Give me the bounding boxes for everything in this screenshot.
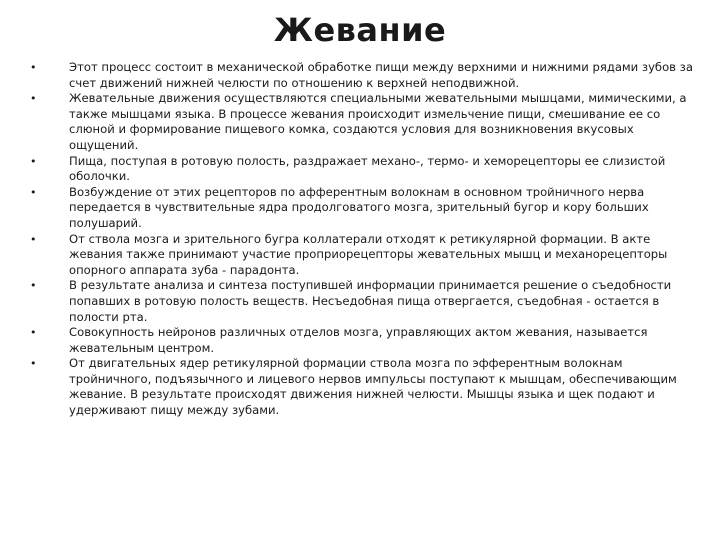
list-item [30,91,706,153]
bullet-icon: • [30,279,37,293]
list-item [30,60,706,91]
list-item [30,325,706,356]
list-item [30,185,706,232]
list-item [30,356,706,418]
slide-title: Жевание [273,11,447,49]
bullet-icon: • [30,326,37,340]
bullet-icon: • [30,92,37,106]
bullet-text: Пища, поступая в ротовую полость, раздражает механо-, термо- и хеморецепторы ее слизистой оболочки. [69,153,666,184]
bullet-icon: • [30,357,37,371]
bullet-text: В результате анализа и синтеза поступившей информации принимается решение о съедобности попавших в ротовую полость веществ. Несъедобная пища отвергается, съедобная - остается в полости рта. [69,278,672,324]
list-item [30,232,706,279]
bullet-icon: • [30,185,37,199]
bullet-text: Возбуждение от этих рецепторов по афферентным волокнам в основном тройничного нерва передается в чувствительные ядра продолговатого мозга, зрительный бугор и кору больших полушарий. [69,184,649,230]
list-item [30,154,706,185]
bullet-text: Этот процесс состоит в механической обработке пищи между верхними и нижними рядами зубов за счет движений нижней челюсти по отношению к верхней неподвижной. [69,60,693,90]
bullet-list [30,60,706,419]
list-item [30,278,706,325]
bullet-icon: • [30,61,37,74]
bullet-text: Жевательные движения осуществляются специальными жевательными мышцами, мимическими, а также мышцами языка. В процессе жевания происходит измельчение пищи, смешивание ее со слюной и формирование пищевого комка, создаются условия для возникновения вкусовых ощущений. [69,91,687,152]
bullet-text: От двигательных ядер ретикулярной формации ствола мозга по эфферентным волокнам тройничного, подъязычного и лицевого нервов импульсы поступают к мышцам, обеспечивающим жевание. В результате происходят движения нижней челюсти. Мышцы языка и щек подают и удерживают пищу между зубами. [69,356,677,418]
bullet-icon: • [30,232,37,246]
bullet-icon: • [30,154,37,168]
bullet-text: Совокупность нейронов различных отделов мозга, управляющих актом жевания, называется жевательным центром. [69,325,648,355]
bullet-text: От ствола мозга и зрительного бугра коллатерали отходят к ретикулярной формации. В акте жевания также принимают участие проприорецепторы жевательных мышц и механорецепторы опорного аппарата зуба - парадонта. [69,231,668,277]
